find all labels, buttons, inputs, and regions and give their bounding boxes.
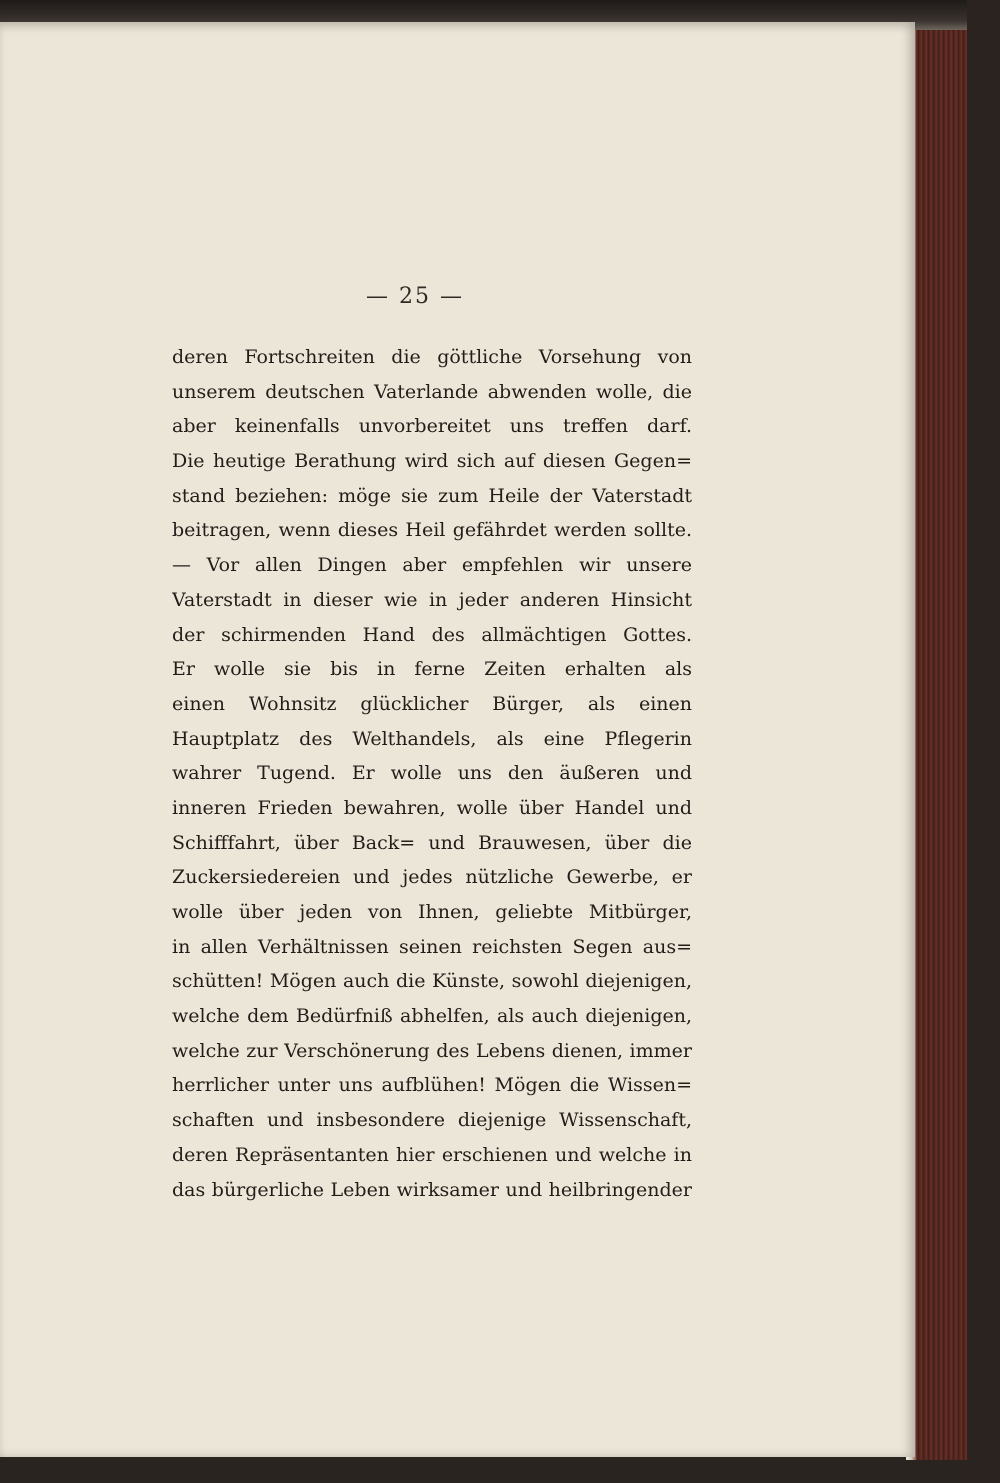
book-page <box>0 22 915 1457</box>
text-line: welche zur Verschönerung des Lebens dienen, immer <box>172 1039 692 1062</box>
text-line: das bürgerliche Leben wirksamer und heilbringender <box>172 1178 692 1201</box>
text-line: schaften und insbesondere diejenige Wissenschaft, <box>172 1109 692 1132</box>
page-number: — 25 — <box>366 284 464 309</box>
body-text <box>172 340 692 1207</box>
text-line: wolle über jeden von Ihnen, geliebte Mitbürger, <box>172 901 692 923</box>
page-stack-edge <box>915 30 967 1460</box>
text-line: Er wolle sie bis in ferne Zeiten erhalten als <box>172 658 692 681</box>
text-line: schütten! Mögen auch die Künste, sowohl diejenigen, <box>172 970 692 993</box>
text-line: Vaterstadt in dieser wie in jeder anderen Hinsicht <box>172 588 692 611</box>
book-cover-edge <box>967 0 1000 1483</box>
text-line: — Vor allen Dingen aber empfehlen wir unsere <box>172 554 692 577</box>
text-line: Hauptplatz des Welthandels, als eine Pflegerin <box>172 727 692 750</box>
text-line: Schifffahrt, über Back= und Brauwesen, über die <box>172 831 692 854</box>
text-line: inneren Frieden bewahren, wolle über Handel und <box>172 796 692 819</box>
text-line: Zuckersiedereien und jedes nützliche Gewerbe, er <box>172 866 692 889</box>
text-line: Die heutige Berathung wird sich auf diesen Gegen= <box>172 450 692 473</box>
text-line: wahrer Tugend. Er wolle uns den äußeren und <box>172 762 692 785</box>
text-line: aber keinenfalls unvorbereitet uns treffen darf. <box>172 415 692 438</box>
text-line: beitragen, wenn dieses Heil gefährdet werden sollte. <box>172 519 692 542</box>
text-line: herrlicher unter uns aufblühen! Mögen die Wissen= <box>172 1074 692 1097</box>
text-line: unserem deutschen Vaterlande abwenden wolle, die <box>172 380 692 403</box>
text-line: der schirmenden Hand des allmächtigen Gottes. <box>172 623 692 646</box>
text-line: welche dem Bedürfniß abhelfen, als auch diejenigen, <box>172 1005 692 1028</box>
text-line: in allen Verhältnissen seinen reichsten Segen aus= <box>172 935 692 958</box>
text-line: deren Fortschreiten die göttliche Vorsehung von <box>172 346 692 368</box>
text-line: einen Wohnsitz glücklicher Bürger, als einen <box>172 692 692 715</box>
text-line: deren Repräsentanten hier erschienen und welche in <box>172 1143 692 1166</box>
text-line: stand beziehen: möge sie zum Heile der Vaterstadt <box>172 484 692 507</box>
